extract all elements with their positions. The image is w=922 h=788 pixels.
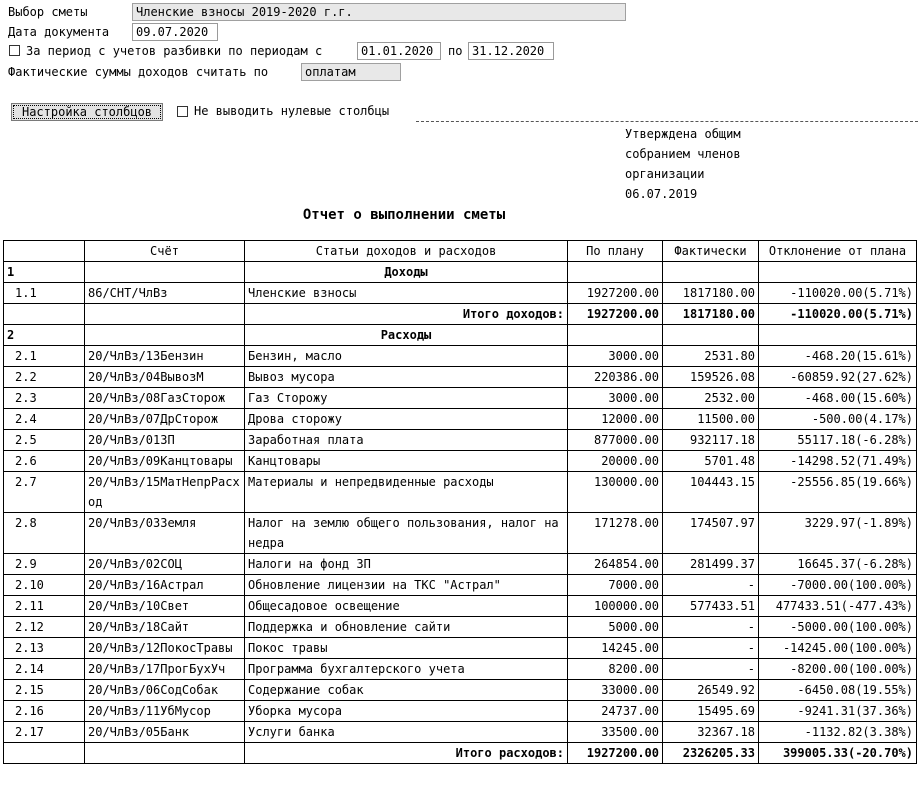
row-account: 20/ЧлВз/10Свет: [85, 596, 245, 617]
row-index: 2.9: [4, 554, 85, 575]
section-index: 2: [4, 325, 85, 346]
row-plan: 8200.00: [568, 659, 663, 680]
row-account: 20/ЧлВз/15МатНепрРасход: [85, 472, 245, 513]
table-row: [4, 472, 917, 513]
row-fact: 932117.18: [663, 430, 759, 451]
row-account: 20/ЧлВз/07ДрСторож: [85, 409, 245, 430]
col-header-account: Счёт: [85, 241, 245, 262]
row-article: Членские взносы: [245, 283, 568, 304]
row-plan: 877000.00: [568, 430, 663, 451]
row-deviation: -6450.08(19.55%): [759, 680, 917, 701]
row-deviation: -14298.52(71.49%): [759, 451, 917, 472]
dotted-separator: [416, 121, 918, 122]
row-fact: 159526.08: [663, 367, 759, 388]
row-plan: 14245.00: [568, 638, 663, 659]
period-to-input[interactable]: 31.12.2020: [468, 42, 554, 60]
row-deviation: -9241.31(37.36%): [759, 701, 917, 722]
col-header-deviation: Отклонение от плана: [759, 241, 917, 262]
row-fact: 26549.92: [663, 680, 759, 701]
row-index: 2.15: [4, 680, 85, 701]
row-index: 2.4: [4, 409, 85, 430]
row-index: 2.6: [4, 451, 85, 472]
table-row: [4, 513, 917, 554]
table-body: [4, 262, 917, 743]
row-account: 20/ЧлВз/02СОЦ: [85, 554, 245, 575]
row-index: 2.16: [4, 701, 85, 722]
row-article: Канцтовары: [245, 451, 568, 472]
report-table: [3, 240, 917, 764]
total-deviation: 399005.33(-20.70%): [759, 743, 917, 764]
expense-section-row: [4, 325, 917, 346]
row-article: Уборка мусора: [245, 701, 568, 722]
row-index: 1.1: [4, 283, 85, 304]
total-label: Итого доходов:: [245, 304, 568, 325]
row-plan: 220386.00: [568, 367, 663, 388]
approval-line: собранием членов: [625, 147, 741, 161]
row-deviation: -7000.00(100.00%): [759, 575, 917, 596]
actual-sum-label: Фактические суммы доходов считать по: [8, 65, 269, 79]
table-row: [4, 367, 917, 388]
row-account: 20/ЧлВз/04ВывозМ: [85, 367, 245, 388]
row-account: 20/ЧлВз/16Астрал: [85, 575, 245, 596]
row-plan: 1927200.00: [568, 283, 663, 304]
row-fact: -: [663, 659, 759, 680]
total-fact: 2326205.33: [663, 743, 759, 764]
row-account: 86/СНТ/ЧлВз: [85, 283, 245, 304]
row-article: Налог на землю общего пользования, налог на недра: [245, 513, 568, 554]
row-account: 20/ЧлВз/01ЗП: [85, 430, 245, 451]
row-account: 20/ЧлВз/11УбМусор: [85, 701, 245, 722]
section-index: 1: [4, 262, 85, 283]
row-plan: 33000.00: [568, 680, 663, 701]
period-to-label: по: [448, 44, 463, 58]
row-article: Заработная плата: [245, 430, 568, 451]
report-title: Отчет о выполнении сметы: [302, 207, 506, 223]
expense-total-row: [4, 743, 917, 764]
row-fact: 577433.51: [663, 596, 759, 617]
row-plan: 3000.00: [568, 346, 663, 367]
row-article: Покос травы: [245, 638, 568, 659]
row-article: Содержание собак: [245, 680, 568, 701]
table-row: [4, 722, 917, 743]
row-article: Программа бухгалтерского учета: [245, 659, 568, 680]
columns-settings-button[interactable]: Настройка столбцов: [11, 103, 163, 121]
row-deviation: -500.00(4.17%): [759, 409, 917, 430]
row-plan: 130000.00: [568, 472, 663, 513]
row-index: 2.2: [4, 367, 85, 388]
col-header-index: [4, 241, 85, 262]
row-deviation: -8200.00(100.00%): [759, 659, 917, 680]
row-plan: 24737.00: [568, 701, 663, 722]
approval-line: Утверждена общим: [625, 127, 741, 141]
table-row: [4, 346, 917, 367]
row-fact: -: [663, 575, 759, 596]
row-deviation: -5000.00(100.00%): [759, 617, 917, 638]
approval-note: [625, 124, 741, 204]
row-plan: 3000.00: [568, 388, 663, 409]
row-account: 20/ЧлВз/06СодСобак: [85, 680, 245, 701]
row-article: Общесадовое освещение: [245, 596, 568, 617]
row-fact: 11500.00: [663, 409, 759, 430]
table-row: [4, 680, 917, 701]
row-plan: 33500.00: [568, 722, 663, 743]
period-from-input[interactable]: 01.01.2020: [357, 42, 441, 60]
table-row: [4, 617, 917, 638]
estimate-label: Выбор сметы: [8, 5, 88, 19]
hide-zero-checkbox[interactable]: [177, 106, 188, 117]
row-index: 2.12: [4, 617, 85, 638]
section-title: Доходы: [245, 262, 568, 283]
row-fact: 104443.15: [663, 472, 759, 513]
row-deviation: 16645.37(-6.28%): [759, 554, 917, 575]
row-fact: 5701.48: [663, 451, 759, 472]
total-label: Итого расходов:: [245, 743, 568, 764]
section-title: Расходы: [245, 325, 568, 346]
row-deviation: -14245.00(100.00%): [759, 638, 917, 659]
row-account: 20/ЧлВз/08ГазСторож: [85, 388, 245, 409]
row-fact: 281499.37: [663, 554, 759, 575]
row-deviation: -468.00(15.60%): [759, 388, 917, 409]
row-fact: 1817180.00: [663, 283, 759, 304]
total-fact: 1817180.00: [663, 304, 759, 325]
row-account: 20/ЧлВз/05Банк: [85, 722, 245, 743]
col-header-fact: Фактически: [663, 241, 759, 262]
period-label: За период с учетов разбивки по периодам с: [26, 44, 323, 58]
row-article: Вывоз мусора: [245, 367, 568, 388]
row-fact: 174507.97: [663, 513, 759, 554]
row-deviation: 3229.97(-1.89%): [759, 513, 917, 554]
row-index: 2.14: [4, 659, 85, 680]
row-plan: 7000.00: [568, 575, 663, 596]
row-account: 20/ЧлВз/09Канцтовары: [85, 451, 245, 472]
table-row: [4, 283, 917, 304]
row-fact: 15495.69: [663, 701, 759, 722]
row-account: 20/ЧлВз/17ПрогБухУч: [85, 659, 245, 680]
row-index: 2.10: [4, 575, 85, 596]
row-article: Газ Сторожу: [245, 388, 568, 409]
row-index: 2.11: [4, 596, 85, 617]
row-article: Материалы и непредвиденные расходы: [245, 472, 568, 513]
approval-date: 06.07.2019: [625, 187, 698, 201]
row-plan: 264854.00: [568, 554, 663, 575]
row-fact: 2531.80: [663, 346, 759, 367]
row-index: 2.3: [4, 388, 85, 409]
total-plan: 1927200.00: [568, 304, 663, 325]
table-header-row: [4, 241, 917, 262]
total-plan: 1927200.00: [568, 743, 663, 764]
income-total-row: [4, 304, 917, 325]
table-row: [4, 575, 917, 596]
row-account: 20/ЧлВз/12ПокосТравы: [85, 638, 245, 659]
total-deviation: -110020.00(5.71%): [759, 304, 917, 325]
row-plan: 100000.00: [568, 596, 663, 617]
table-row: [4, 409, 917, 430]
row-fact: -: [663, 617, 759, 638]
col-header-article: Статьи доходов и расходов: [245, 241, 568, 262]
estimate-select[interactable]: Членские взносы 2019-2020 г.г.: [132, 3, 626, 21]
table-row: [4, 659, 917, 680]
table-row: [4, 638, 917, 659]
hide-zero-label: Не выводить нулевые столбцы: [194, 104, 390, 118]
income-section-row: [4, 262, 917, 283]
row-deviation: 477433.51(-477.43%): [759, 596, 917, 617]
row-fact: -: [663, 638, 759, 659]
row-article: Поддержка и обновление сайти: [245, 617, 568, 638]
table-row: [4, 701, 917, 722]
row-deviation: -1132.82(3.38%): [759, 722, 917, 743]
row-index: 2.1: [4, 346, 85, 367]
row-article: Дрова сторожу: [245, 409, 568, 430]
table-row: [4, 596, 917, 617]
approval-line: организации: [625, 167, 705, 181]
row-article: Услуги банка: [245, 722, 568, 743]
row-index: 2.5: [4, 430, 85, 451]
doc-date-input[interactable]: 09.07.2020: [132, 23, 218, 41]
row-plan: 20000.00: [568, 451, 663, 472]
row-deviation: -60859.92(27.62%): [759, 367, 917, 388]
row-account: 20/ЧлВз/13Бензин: [85, 346, 245, 367]
row-index: 2.17: [4, 722, 85, 743]
row-deviation: -25556.85(19.66%): [759, 472, 917, 513]
col-header-plan: По плану: [568, 241, 663, 262]
doc-date-label: Дата документа: [8, 25, 110, 39]
row-account: 20/ЧлВз/03Земля: [85, 513, 245, 554]
actual-sum-select[interactable]: оплатам: [301, 63, 401, 81]
row-fact: 32367.18: [663, 722, 759, 743]
row-account: 20/ЧлВз/18Сайт: [85, 617, 245, 638]
row-article: Обновление лицензии на ТКС "Астрал": [245, 575, 568, 596]
row-article: Бензин, масло: [245, 346, 568, 367]
row-index: 2.13: [4, 638, 85, 659]
row-article: Налоги на фонд ЗП: [245, 554, 568, 575]
row-deviation: -110020.00(5.71%): [759, 283, 917, 304]
period-checkbox[interactable]: [9, 45, 20, 56]
row-index: 2.8: [4, 513, 85, 554]
row-plan: 5000.00: [568, 617, 663, 638]
row-deviation: 55117.18(-6.28%): [759, 430, 917, 451]
row-deviation: -468.20(15.61%): [759, 346, 917, 367]
table-row: [4, 388, 917, 409]
row-plan: 171278.00: [568, 513, 663, 554]
row-fact: 2532.00: [663, 388, 759, 409]
table-row: [4, 451, 917, 472]
table-row: [4, 554, 917, 575]
row-index: 2.7: [4, 472, 85, 513]
row-plan: 12000.00: [568, 409, 663, 430]
table-row: [4, 430, 917, 451]
